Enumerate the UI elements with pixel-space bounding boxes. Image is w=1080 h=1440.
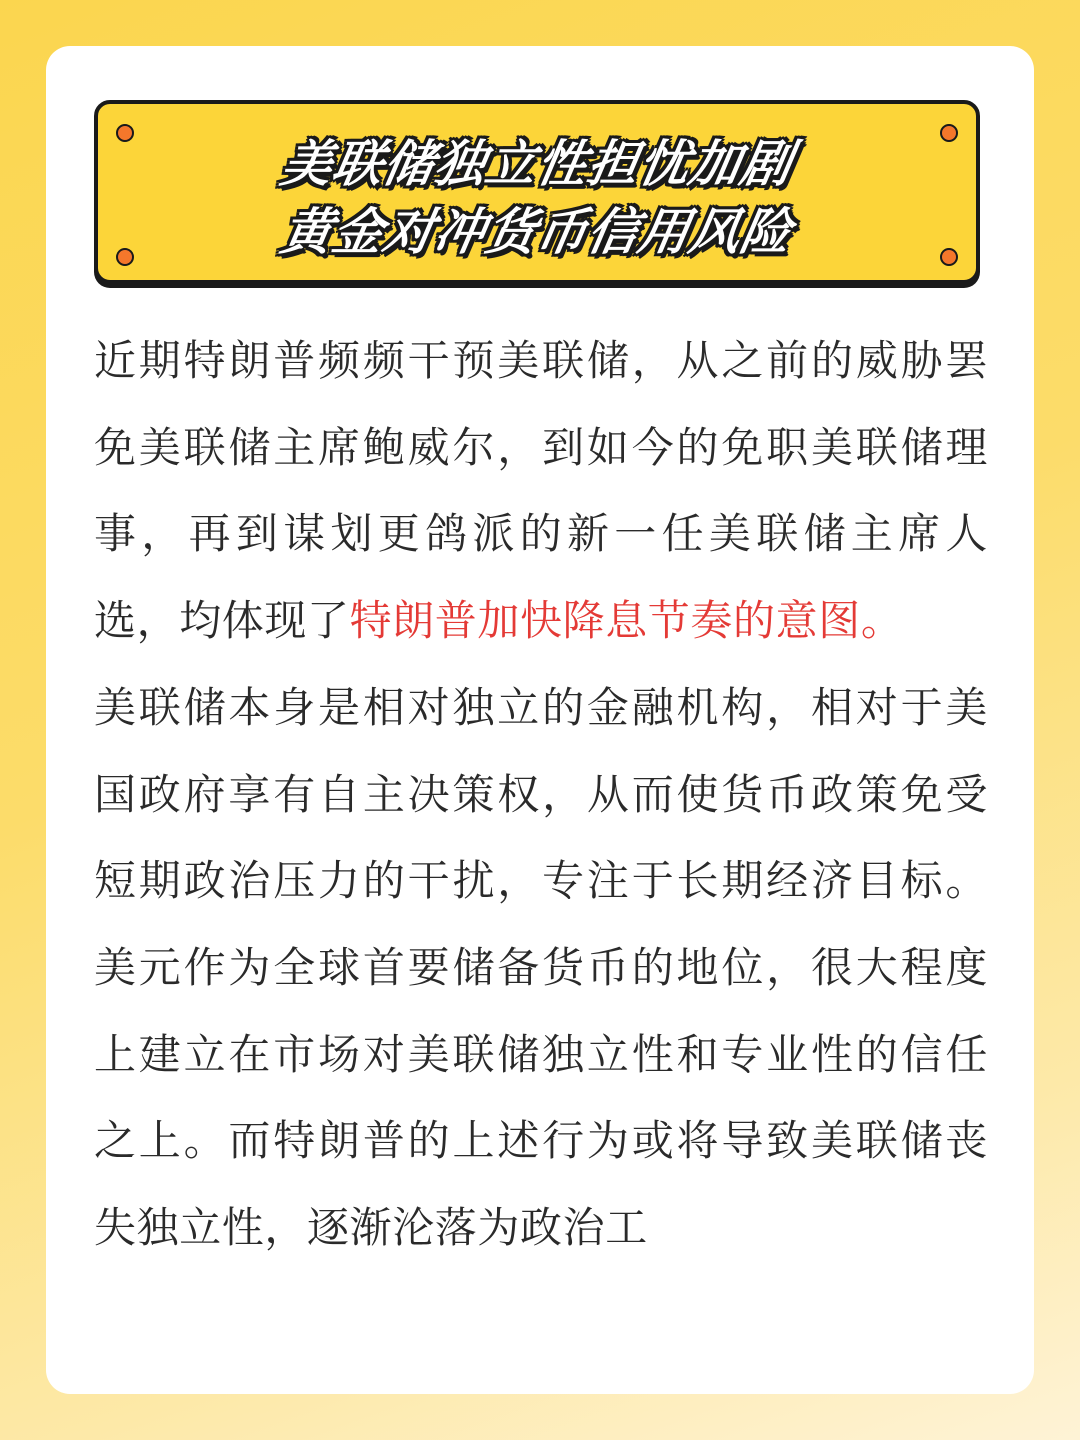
- page-title: [98, 130, 976, 266]
- content-card: [46, 46, 1034, 1394]
- title-line-2: 黄金对冲货币信用风险: [276, 203, 798, 261]
- article-body: [94, 318, 988, 1272]
- title-banner: [94, 100, 980, 284]
- paragraph-2: 美联储本身是相对独立的金融机构，相对于美国政府享有自主决策权，从而使货币政策免受短期政治压力的干扰，专注于长期经济目标。美元作为全球首要储备货币的地位，很大程度上建立在市场对美联储独立性和专业性的信任之上。而特朗普的上述行为或将导致美联储丧失独立性，逐渐沦落为政治工: [94, 682, 988, 1253]
- paragraph-1-end: 。: [860, 596, 904, 646]
- highlighted-text: 特朗普加快降息节奏的意图: [349, 596, 861, 646]
- paragraph-1: [94, 318, 988, 665]
- title-line-1: 美联储独立性担忧加剧: [276, 135, 798, 193]
- paragraph-1-text: 近期特朗普频频干预美联储，从之前的威胁罢免美联储主席鲍威尔，到如今的免职美联储理事，再到谋划更鸽派的新一任美联储主席人选，均体现了: [94, 336, 988, 646]
